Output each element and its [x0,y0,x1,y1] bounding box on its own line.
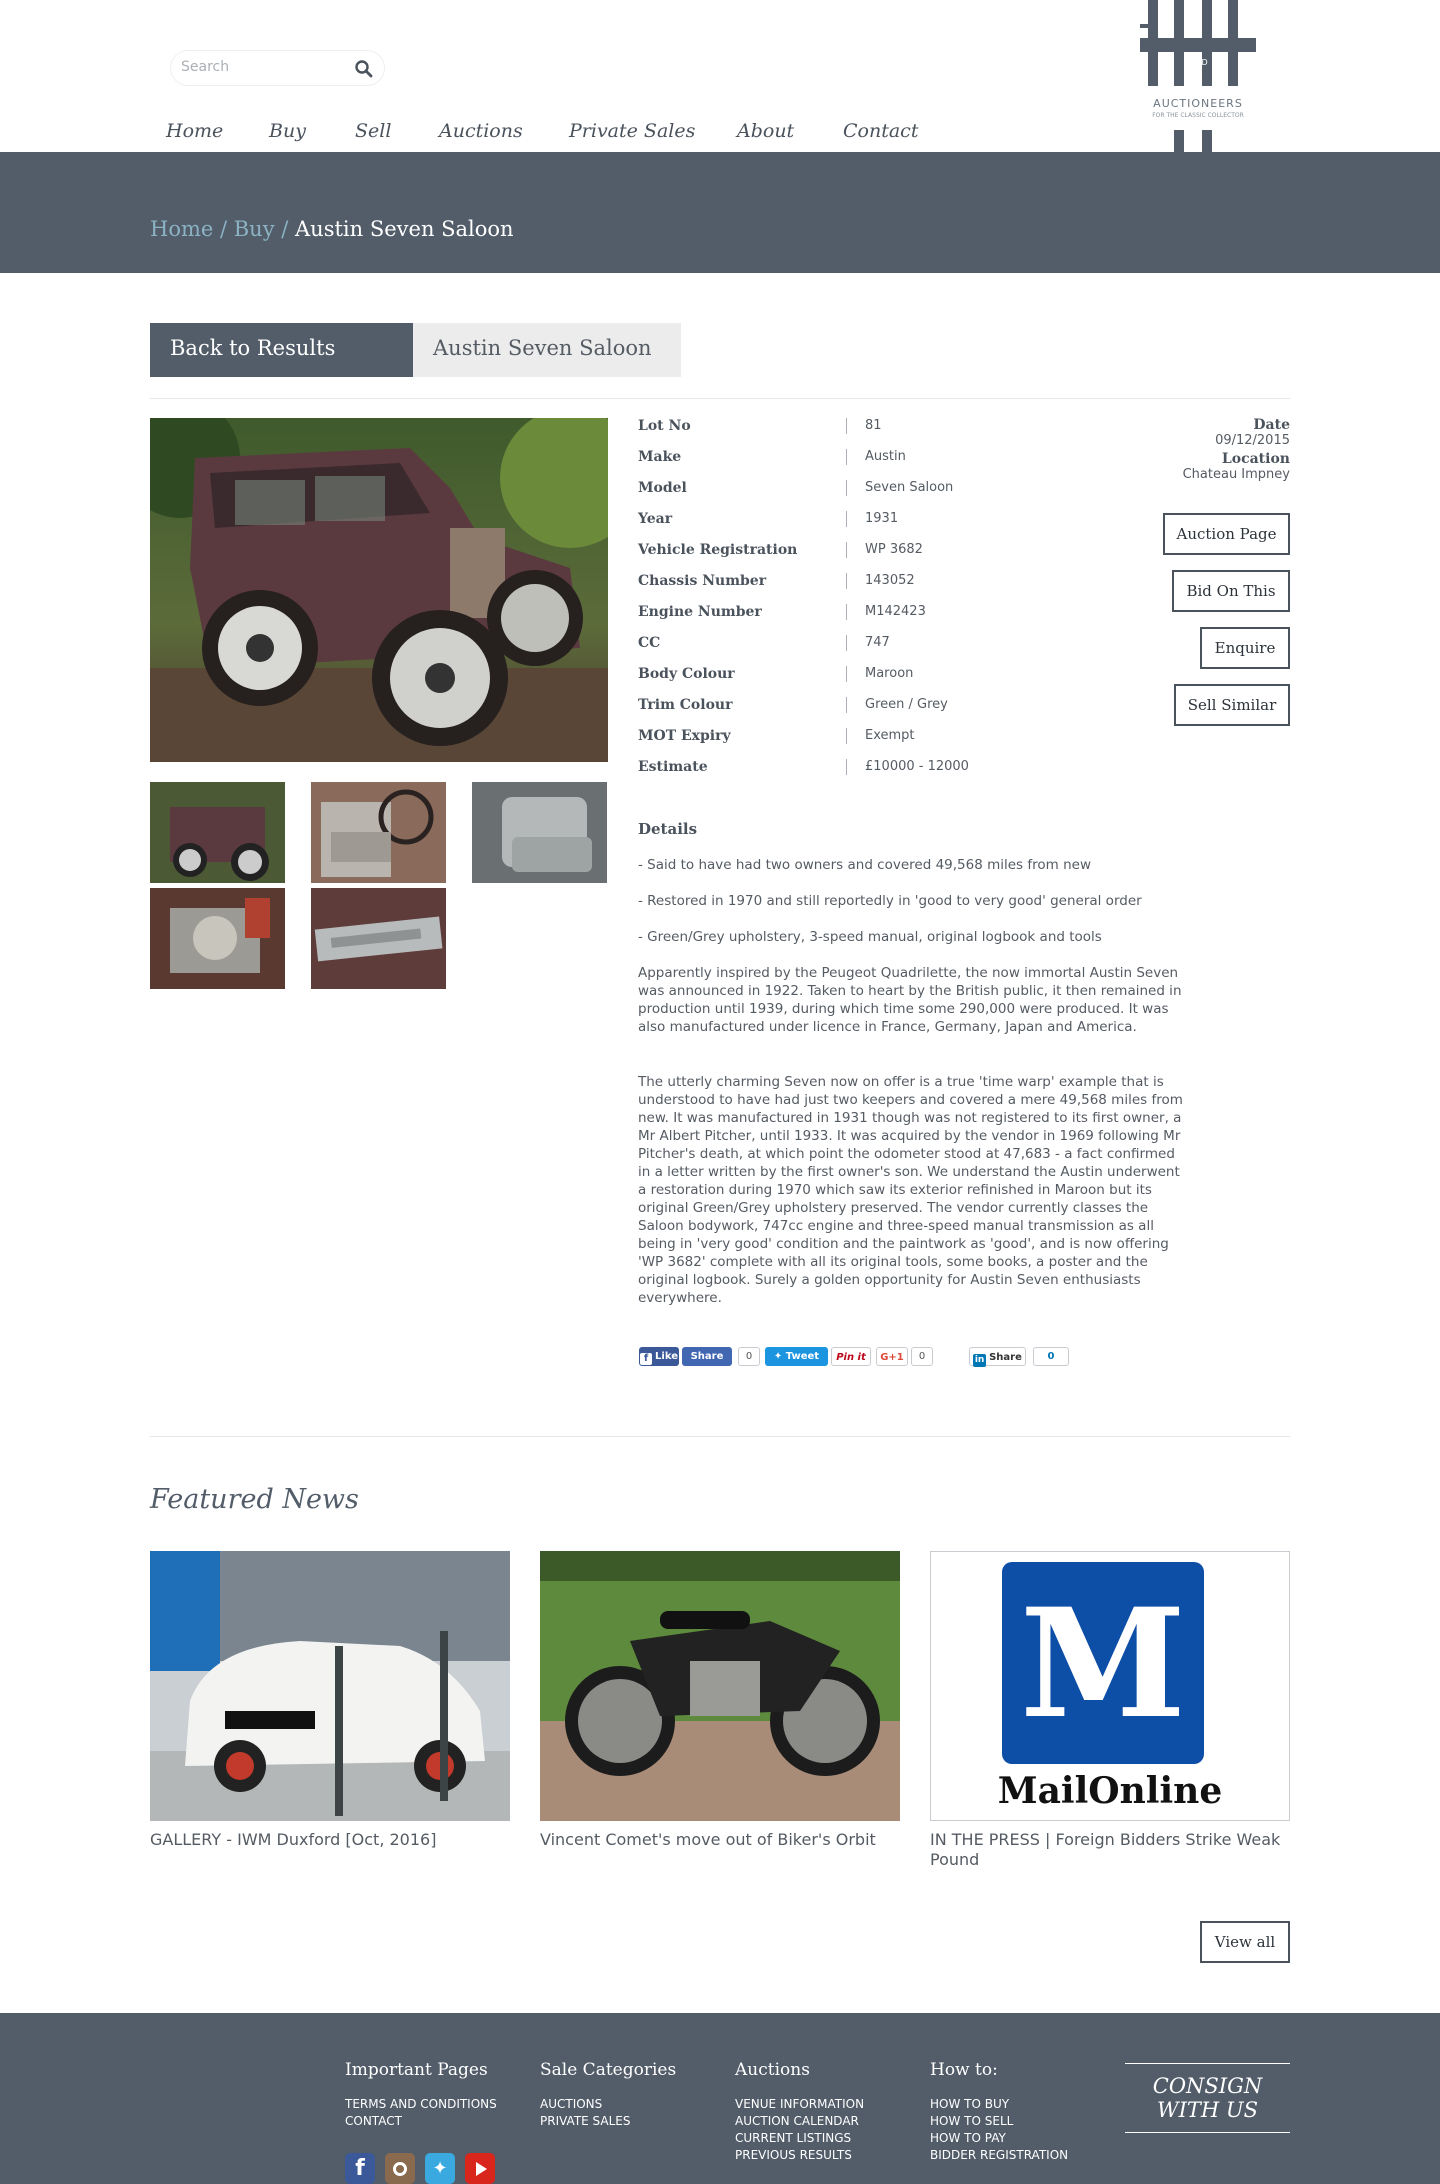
spec-row [638,759,1058,790]
search-input[interactable] [181,59,351,75]
footer-link[interactable]: HOW TO PAY [930,2131,1006,2145]
spec-row [638,418,1058,449]
footer-heading: How to: [930,2060,998,2080]
facebook-icon: f [640,1353,652,1365]
footer-link[interactable]: AUCTIONS [540,2097,603,2111]
breadcrumb-sep: / [274,217,296,241]
spec-value: Austin [865,449,906,464]
footer-column-important-pages [345,2060,497,2130]
spec-value: Exempt [865,728,915,743]
google-plus-button[interactable]: G+1 [876,1347,908,1366]
footer-link[interactable]: CONTACT [345,2114,402,2128]
spec-separator [846,666,847,682]
footer-link[interactable]: TERMS AND CONDITIONS [345,2097,497,2111]
details-bullet: - Green/Grey upholstery, 3-speed manual, original logbook and tools [638,929,1102,945]
search-icon[interactable] [354,59,374,79]
details-bullet: - Restored in 1970 and still reportedly in 'good to very good' general order [638,893,1142,909]
linkedin-share-count: 0 [1033,1347,1069,1366]
spec-label: Year [638,511,673,527]
news-card[interactable] [930,1551,1290,1870]
footer-link[interactable]: CURRENT LISTINGS [735,2131,852,2145]
logo-and: AND [1190,58,1208,67]
nav-home[interactable]: Home [166,120,224,142]
breadcrumb-current: Austin Seven Saloon [295,217,514,241]
spec-separator [846,759,847,775]
thumbnail[interactable] [150,888,285,989]
spec-separator [846,511,847,527]
spec-value: Seven Saloon [865,480,954,495]
main-car-photo[interactable] [150,418,608,762]
spec-separator [846,573,847,589]
spec-separator [846,418,847,434]
footer-column-sale-categories [540,2060,676,2130]
spec-value: WP 3682 [865,542,923,557]
spec-row [638,604,1058,635]
spec-label: Engine Number [638,604,762,620]
details-paragraph: The utterly charming Seven now on offer is a true 'time warp' example that is understood to have had just two keepers and covered a mere 49,568 miles from new. It was manufactured in 1931 though was not registered to its first owner, a Mr Albert Pitcher, until 1933. It was acquired by the vendor in 1969 following Mr Pitcher's death, at which point the odometer stood at 47,683 - a fact confirmed in a letter written by the first owner's son. We understand the Austin underwent a restoration during 1970 which saw its exterior refinished in Maroon but its original Green/Grey upholstery preserved. The vendor currently classes the Saloon bodywork, 747cc engine and three-speed manual transmission as all being in 'very good' condition and the paintwork as 'good', and is now offering 'WP 3682' complete with all its original tools, some books, a poster and the original logbook. Surely a golden opportunity for Austin Seven enthusiasts everywhere. [638,1074,1183,1306]
footer-link[interactable]: HOW TO BUY [930,2097,1010,2111]
footer-heading: Sale Categories [540,2060,677,2080]
spec-row [638,728,1058,759]
sale-location: Chateau Impney [1182,467,1290,482]
sale-info [1183,417,1290,482]
pinit-button[interactable]: Pin it [831,1347,871,1366]
details-bullet: - Said to have had two owners and covered 49,568 miles from new [638,857,1091,873]
consign-with-us-button[interactable]: CONSIGN WITH US [1125,2063,1290,2133]
spec-separator [846,449,847,465]
twitter-icon: ✦ [773,1351,786,1362]
thumbnail[interactable] [472,782,607,883]
nav-about[interactable]: About [737,120,795,142]
footer-heading: Important Pages [345,2060,488,2080]
breadcrumb-sep: / [213,217,234,241]
facebook-like-button[interactable]: f Like [639,1347,679,1366]
divider [150,1436,1290,1437]
mailonline-logo-icon: M [1002,1562,1204,1764]
footer-link[interactable]: HOW TO SELL [930,2114,1014,2128]
thumbnail[interactable] [311,888,446,989]
spec-label: Chassis Number [638,573,767,589]
footer-link[interactable]: VENUE INFORMATION [735,2097,865,2111]
nav-sell[interactable]: Sell [355,120,392,142]
spec-label: CC [638,635,661,651]
logo-name: AUCTIONEERS [1153,97,1243,110]
nav-contact[interactable]: Contact [843,120,919,142]
nav-auctions[interactable]: Auctions [439,120,523,142]
spec-value: £10000 - 12000 [865,759,969,774]
back-to-results-button[interactable]: Back to Results [150,323,413,377]
linkedin-icon: in [974,1355,985,1365]
spec-separator [846,697,847,713]
spec-value: 143052 [865,573,915,588]
instagram-icon[interactable] [385,2153,415,2184]
enquire-button[interactable]: Enquire [1200,627,1290,669]
spec-row [638,666,1058,697]
spec-row [638,635,1058,666]
spec-value: 1931 [865,511,899,526]
footer-column-auctions [735,2060,864,2164]
breadcrumb-home[interactable]: Home [150,217,214,241]
spec-label: Model [638,480,687,496]
spec-label: Make [638,449,682,465]
spec-label: Estimate [638,759,708,775]
news-image[interactable] [150,1551,510,1821]
footer-link[interactable]: AUCTION CALENDAR [735,2114,859,2128]
twitter-icon[interactable]: ✦ [425,2153,455,2184]
location-label: Location [1221,451,1290,467]
logo-tagline: FOR THE CLASSIC COLLECTOR [1152,112,1244,119]
news-card[interactable] [540,1551,900,1850]
page-banner [0,152,1440,273]
spec-row [638,449,1058,480]
spec-row [638,511,1058,542]
spec-separator [846,604,847,620]
spec-row [638,542,1058,573]
facebook-share-button[interactable]: Share [682,1347,732,1366]
bid-on-this-button[interactable]: Bid On This [1172,570,1290,612]
spec-value: M142423 [865,604,926,619]
news-image[interactable] [540,1551,900,1821]
sell-similar-button[interactable]: Sell Similar [1174,684,1290,726]
news-image[interactable] [930,1551,1290,1821]
nav-buy[interactable]: Buy [269,120,306,142]
facebook-share-count: 0 [738,1347,760,1366]
spec-separator [846,480,847,496]
mailonline-wordmark: MailOnline [997,1770,1223,1812]
footer-link[interactable]: PRIVATE SALES [540,2114,631,2128]
linkedin-share-button[interactable]: in Share [969,1347,1026,1366]
auction-page-button[interactable]: Auction Page [1163,513,1290,555]
news-card[interactable] [150,1551,510,1850]
news-caption[interactable]: Vincent Comet's move out of Biker's Orbit [540,1830,876,1849]
spec-separator [846,635,847,651]
footer-link[interactable]: PREVIOUS RESULTS [735,2148,852,2162]
divider [150,398,1290,399]
spec-row [638,480,1058,511]
spec-value: Green / Grey [865,697,948,712]
spec-value: 747 [865,635,890,650]
search-box[interactable] [170,50,385,86]
google-plus-count: 0 [911,1347,933,1366]
spec-row [638,573,1058,604]
date-label: Date [1253,417,1290,433]
breadcrumb-buy[interactable]: Buy [233,217,275,241]
nav-private-sales[interactable]: Private Sales [569,120,696,142]
footer-column-how-to [930,2060,1068,2164]
spec-separator [846,542,847,558]
lot-title: Austin Seven Saloon [413,323,681,377]
spec-value: Maroon [865,666,914,681]
spec-label: Vehicle Registration [638,542,798,558]
breadcrumb [150,217,514,241]
spec-separator [846,728,847,744]
facebook-icon[interactable]: f [345,2153,375,2184]
footer-heading: Auctions [735,2060,810,2080]
sale-date: 09/12/2015 [1215,433,1290,448]
spec-label: Trim Colour [638,697,733,713]
site-logo[interactable] [1138,0,1258,152]
tweet-button[interactable]: ✦ Tweet [765,1347,828,1366]
view-all-button[interactable]: View all [1200,1921,1290,1963]
news-caption[interactable]: GALLERY - IWM Duxford [Oct, 2016] [150,1830,437,1849]
footer-link[interactable]: BIDDER REGISTRATION [930,2148,1069,2162]
spec-label: Lot No [638,418,691,434]
news-caption[interactable]: IN THE PRESS | Foreign Bidders Strike Weak Pound [930,1830,1281,1869]
youtube-icon[interactable] [465,2153,495,2184]
details-paragraph: Apparently inspired by the Peugeot Quadrilette, the now immortal Austin Seven was announced in 1922. Taken to heart by the British public, it then remained in production until 1939, during which time some 290,000 were produced. It was also manufactured under licence in France, Germany, Japan and America. [638,965,1182,1035]
spec-label: MOT Expiry [638,728,731,744]
featured-news-heading: Featured News [150,1484,359,1515]
spec-label: Body Colour [638,666,735,682]
details-heading: Details [638,820,698,838]
spec-row [638,697,1058,728]
thumbnail[interactable] [311,782,446,883]
spec-value: 81 [865,418,882,433]
thumbnail[interactable] [150,782,285,883]
